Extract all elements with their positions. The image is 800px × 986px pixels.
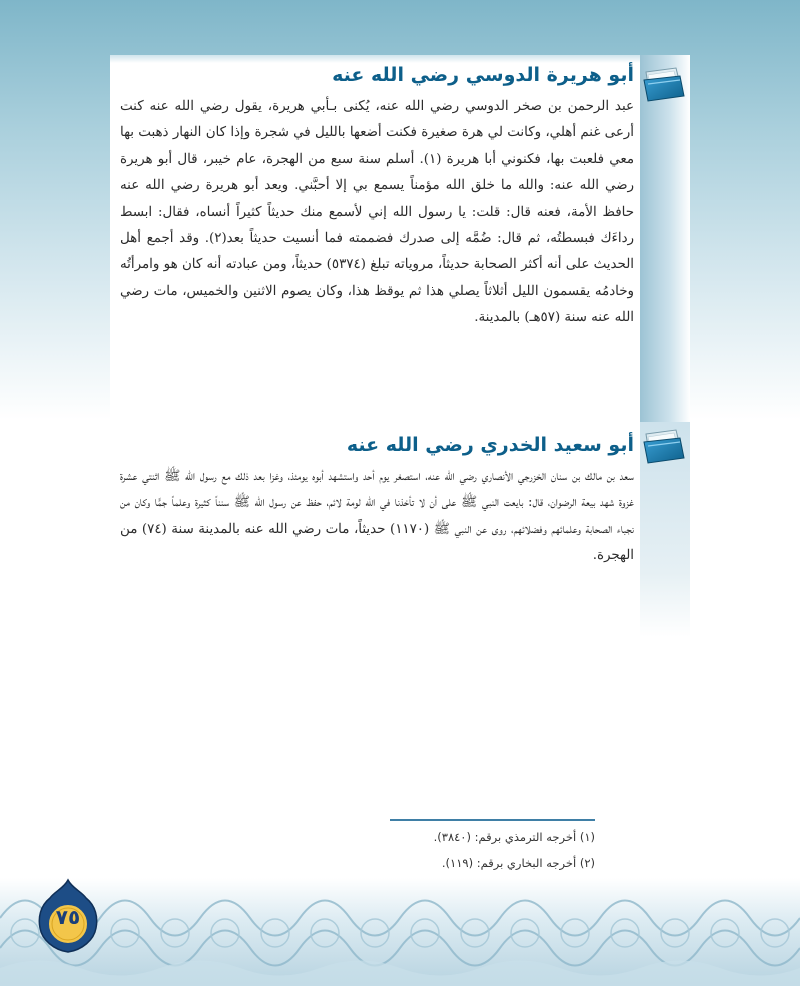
section-abu-hurairah [120, 64, 634, 332]
footnote: (٢) أخرجه البخاري برقم: (١١٩). [441, 856, 595, 870]
section-body: عبد الرحمن بن صخر الدوسي رضي الله عنه، يُكنى بـأبي هريرة، يقول رضي الله عنه كنت أرعى غنم أهلي، وكانت لي هرة صغيرة فكنت أضعها بالليل في شجرة وإذا كان النهار ذهبت بها معي فلعبت بها، فكنوني أبا هريرة (١). أسلم سنة سبع من الهجرة، عام خيبر، قال أبو هريرة رضي الله عنه: والله ما خلق الله مؤمناً يسمع بي إلا أحبَّني. ويعد أبو هريرة رضي الله عنه حافظ الأمة، فعنه قال: قلت: يا رسول الله إني لأسمع منك حديثاً كثيراً أنساه، فقال: ابسط رداءَك فبسطتُه، ثم قال: ضُمَّه إلى صدرك فضممته فما أنسيت حديثاً بعد(٢). وقد أجمع أهل الحديث على أنه أكثر الصحابة حديثاً، مروياته تبلغ (٥٣٧٤) حديثاً، ومن عبادته أنه كان هو وامرأتُه وخادمُه يقسمون الليل أثلاثاً يصلي هذا ثم يوقظ هذا، وكان يصوم الاثنين والخميس، مات رضي الله عنه سنة (٥٧هـ) بالمدينة. [120, 99, 634, 326]
decorative-border [0, 878, 800, 986]
side-band [640, 55, 690, 425]
footnote-divider [390, 819, 595, 821]
folder-icon [642, 428, 686, 464]
card-edge [110, 55, 640, 63]
page-number: ٧٥ [55, 905, 81, 929]
section-title: أبو هريرة الدوسي رضي الله عنه [332, 64, 634, 86]
folder-icon [642, 66, 686, 102]
section-abu-saeed [120, 434, 634, 570]
section-body: سعد بن مالك بن سنان الخزرجي الأنصاري رضي الله عنه، استصغر يوم أحد واستشهد أبوه يومئذ، وغزا بعد ذلك مع رسول الله ﷺ اثنتي عشرة غزوة شهد بيعة الرضوان، قال: بايعت النبي ﷺ على أن لا تأخذنا في الله لومة لائم، حفظ عن رسول الله ﷺ سنناً كثيرة وعلماً جمًّا وكان من نجباء الصحابة وعلمائهم وفضلائهم، روى عن النبي ﷺ (١١٧٠) حديثاً، مات رضي الله عنه بالمدينة سنة (٧٤) من الهجرة. [120, 469, 634, 564]
section-title: أبو سعيد الخدري رضي الله عنه [346, 434, 634, 456]
footnote: (١) أخرجه الترمذي برقم: (٣٨٤٠). [433, 830, 595, 844]
